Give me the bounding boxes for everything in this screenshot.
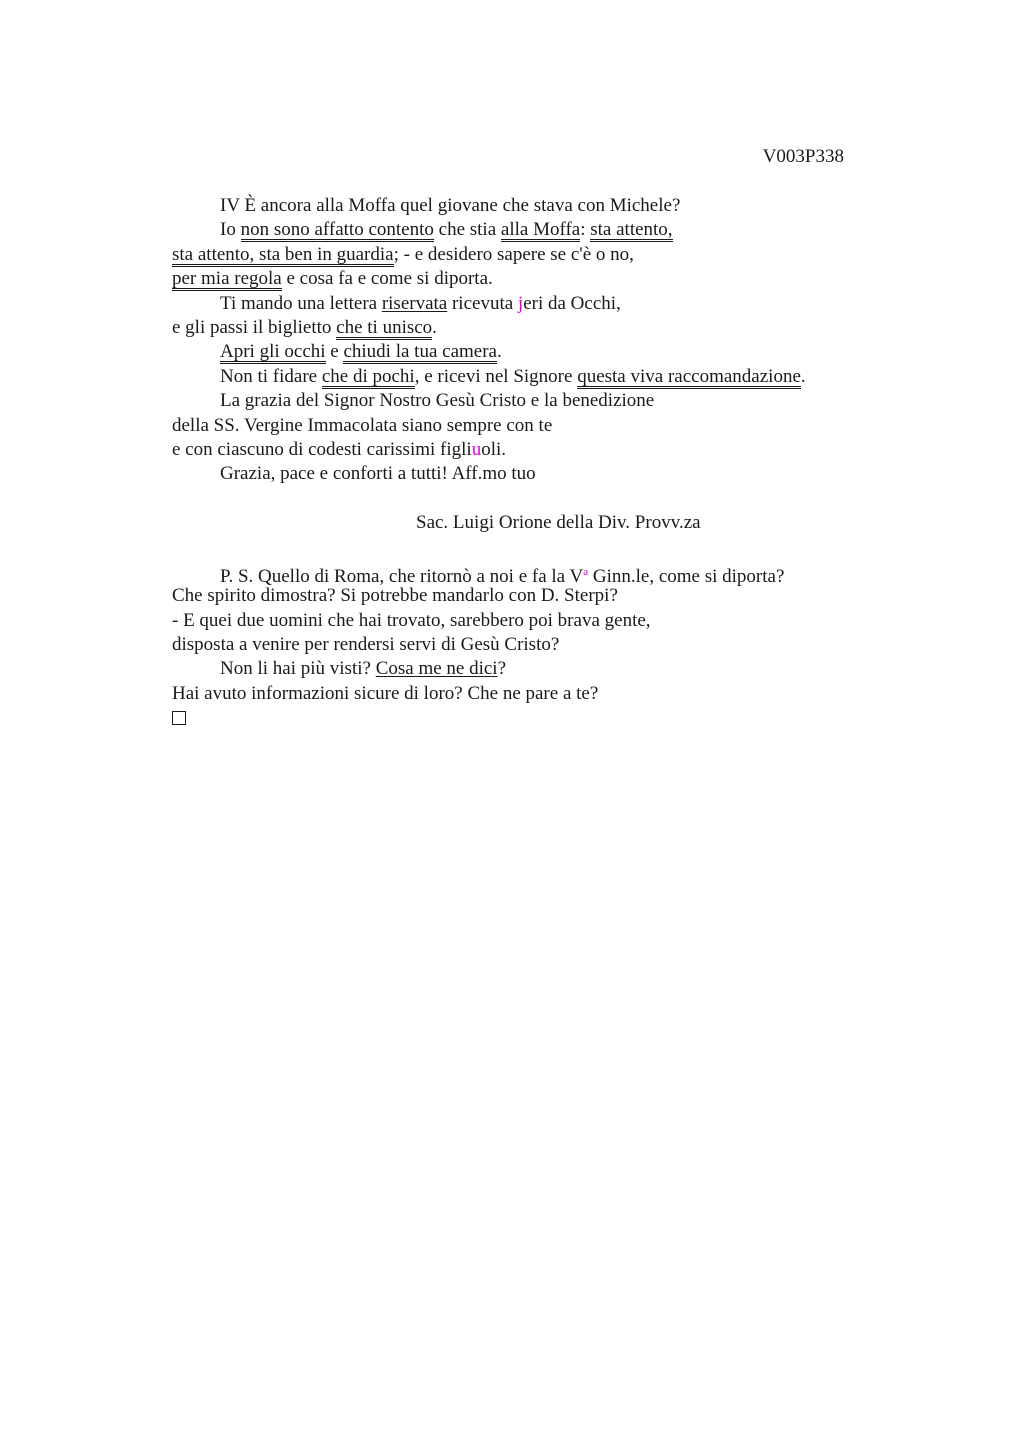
text-span: . — [496, 341, 502, 363]
text-line — [172, 218, 872, 242]
underlined-text: riservata — [381, 292, 448, 314]
text-span: ? — [497, 658, 507, 680]
text-line — [172, 365, 872, 389]
text-line: - E quei due uomini che hai trovato, sarebbero poi brava gente, — [172, 609, 651, 631]
text-line: Grazia, pace e conforti a tutti! Aff.mo tuo — [220, 463, 536, 485]
text-line: Hai avuto informazioni sicure di loro? Che ne pare a te? — [172, 682, 599, 704]
double-underlined-text: alla Moffa — [500, 219, 581, 241]
text-line — [172, 316, 872, 340]
superscript: a — [583, 565, 589, 578]
text-span: Ti mando una lettera — [220, 292, 382, 314]
double-underlined-text: chiudi la tua camera — [343, 341, 497, 363]
underlined-text: Cosa me ne dici — [375, 658, 498, 680]
text-line: disposta a venire per rendersi servi di Gesù Cristo? — [172, 634, 560, 656]
text-span: . — [800, 365, 806, 387]
double-underlined-text: che di pochi — [321, 365, 415, 387]
text-span: , e ricevi nel Signore — [414, 365, 578, 387]
checkbox-square-icon — [172, 711, 186, 725]
text-line — [172, 560, 872, 587]
text-line — [172, 657, 872, 681]
text-span: ricevuta — [447, 292, 518, 314]
text-span: Non li hai più visti? — [220, 658, 376, 680]
text-span: . — [432, 316, 437, 338]
blank-line — [172, 535, 872, 559]
text-span: e cosa fa e come si diporta. — [281, 268, 493, 290]
text-span: e gli passi il biglietto — [172, 316, 337, 338]
double-underlined-text: questa viva raccomandazione — [577, 365, 801, 387]
text-line — [172, 340, 872, 364]
text-line — [172, 292, 872, 316]
text-span: e — [325, 341, 344, 363]
text-span: Non ti fidare — [220, 365, 322, 387]
text-line — [172, 438, 872, 462]
text-line — [172, 706, 872, 730]
text-span: : — [580, 219, 591, 241]
double-underlined-text: che ti unisco — [336, 316, 433, 338]
highlighted-letter: u — [471, 438, 482, 460]
text-line: IV È ancora alla Moffa quel giovane che stava con Michele? — [220, 195, 681, 216]
highlighted-letter: j — [517, 292, 524, 314]
double-underlined-text: per mia regola — [172, 268, 282, 290]
text-span: eri da Occhi, — [523, 292, 621, 314]
blank-line — [172, 487, 872, 511]
text-span: Io — [220, 219, 241, 241]
text-line — [172, 267, 872, 291]
text-span: Ginn.le, come si diporta? — [588, 565, 785, 587]
text-span: e con ciascuno di codesti carissimi figli — [172, 438, 472, 460]
text-span: P. S. Quello di Roma, che ritornò a noi e fa la V — [220, 565, 584, 587]
text-line: La grazia del Signor Nostro Gesù Cristo e la benedizione — [220, 390, 655, 412]
text-line: della SS. Vergine Immacolata siano sempre con te — [172, 414, 553, 436]
page-code: V003P338 — [762, 146, 844, 167]
text-span: oli. — [481, 438, 507, 460]
double-underlined-text: sta attento, — [590, 219, 673, 241]
double-underlined-text: sta attento, sta ben in guardia — [172, 243, 394, 265]
text-line: Che spirito dimostra? Si potrebbe mandarlo con D. Sterpi? — [172, 585, 618, 607]
text-span: che stia — [433, 219, 501, 241]
text-span: ; - e desidero sapere se c'è o no, — [393, 243, 634, 265]
letter-body — [172, 194, 872, 731]
double-underlined-text: Apri gli occhi — [220, 341, 326, 363]
signature-line: Sac. Luigi Orione della Div. Provv.za — [416, 512, 701, 534]
text-line — [172, 243, 872, 267]
double-underlined-text: non sono affatto contento — [240, 219, 434, 241]
